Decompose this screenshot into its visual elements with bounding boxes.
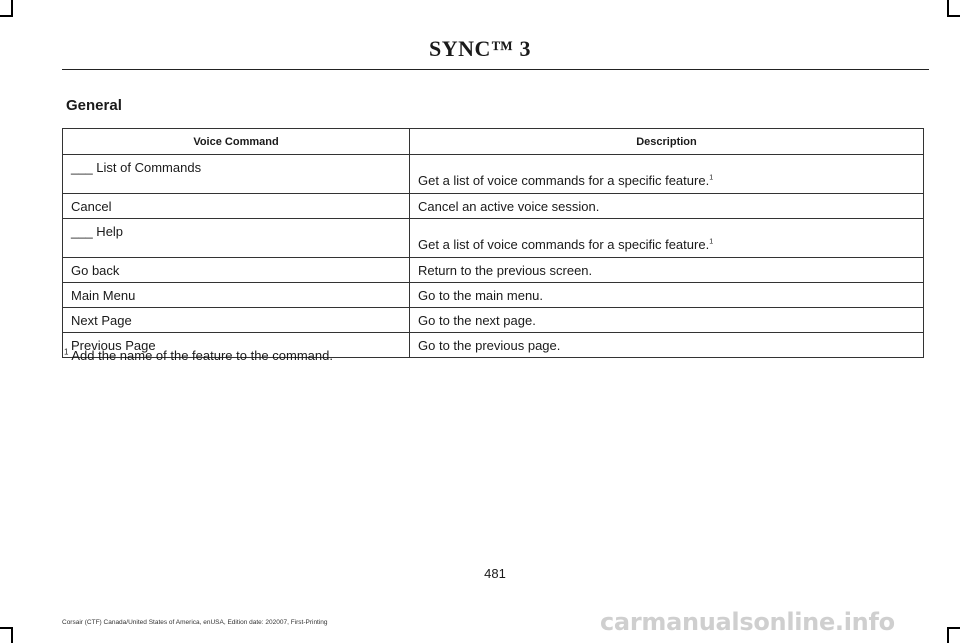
command-text: Next Page: [71, 312, 132, 328]
command-cell: [63, 194, 410, 219]
footnote-marker: 1: [64, 347, 69, 357]
command-cell: [63, 308, 410, 333]
description-cell: [410, 155, 924, 194]
crop-mark-top-left-vertical: [11, 0, 13, 16]
footnote: [64, 348, 333, 363]
table-row: [63, 155, 924, 194]
description-cell: [410, 283, 924, 308]
table-row: [63, 219, 924, 258]
table-row: [63, 283, 924, 308]
description-cell: [410, 333, 924, 358]
command-cell: [63, 258, 410, 283]
command-text: Previous Page: [71, 337, 156, 353]
header-rule: [62, 69, 929, 70]
crop-mark-bottom-left-vertical: [11, 627, 13, 643]
command-text: Go back: [71, 262, 120, 278]
column-header-description: Description: [410, 129, 924, 155]
command-cell: [63, 219, 410, 258]
crop-mark-bottom-right-horizontal: [947, 627, 960, 629]
crop-mark-top-right-vertical: [947, 0, 949, 16]
crop-mark-bottom-left-horizontal: [0, 627, 13, 629]
command-cell: [63, 283, 410, 308]
description-text: Return to the previous screen.: [418, 262, 593, 278]
crop-mark-top-right-horizontal: [947, 15, 960, 17]
crop-mark-bottom-right-vertical: [947, 627, 949, 643]
command-text: Main Menu: [71, 287, 136, 303]
description-text: Go to the previous page.: [418, 337, 561, 353]
description-cell: [410, 194, 924, 219]
description-cell: [410, 219, 924, 258]
watermark: carmanualsonline.info: [600, 608, 895, 636]
description-text: Go to the next page.: [418, 312, 536, 328]
command-cell: [63, 155, 410, 194]
command-text: Cancel: [71, 198, 112, 214]
table-row: [63, 194, 924, 219]
description-text: Cancel an active voice session.: [418, 198, 600, 214]
footnote-reference: 1: [709, 238, 714, 246]
footnote-reference: 1: [709, 174, 714, 182]
crop-mark-top-left-horizontal: [0, 15, 13, 17]
page-header-title: SYNC™ 3: [429, 36, 531, 61]
command-text: ___ List of Commands: [71, 160, 202, 175]
description-cell: [410, 258, 924, 283]
table-header-row: [63, 129, 924, 155]
description-text: Get a list of voice commands for a specific feature.: [418, 173, 710, 188]
edition-footer: Corsair (CTF) Canada/United States of America, enUSA, Edition date: 202007, First-Printing: [62, 619, 328, 626]
description-text: Go to the main menu.: [418, 287, 544, 303]
description-text: Get a list of voice commands for a specific feature.: [418, 237, 710, 252]
table-row: [63, 258, 924, 283]
command-text: ___ Help: [71, 224, 124, 239]
footnote-text: Add the name of the feature to the command.: [71, 348, 333, 363]
voice-command-table: [62, 128, 924, 358]
column-header-voice-command: Voice Command: [63, 129, 410, 155]
description-cell: [410, 308, 924, 333]
table-row: [63, 308, 924, 333]
page-number: 481: [484, 566, 506, 581]
section-heading: General: [66, 97, 122, 114]
